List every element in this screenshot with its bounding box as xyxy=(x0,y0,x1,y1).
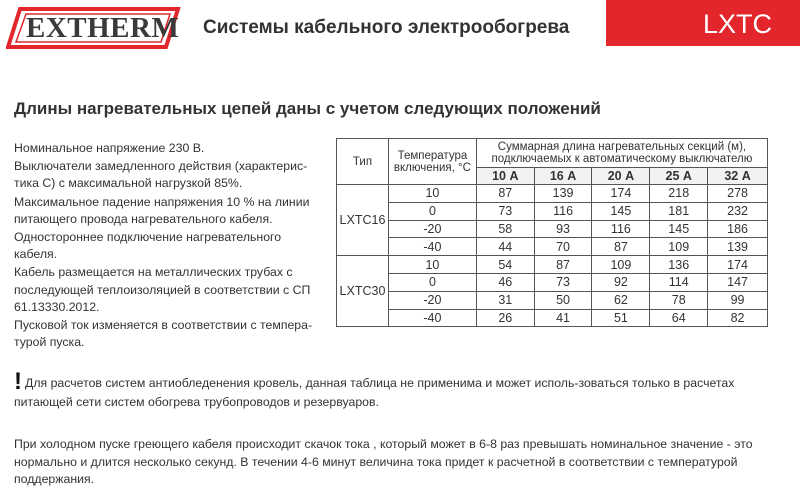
col-temp-header: Температура включения, °С xyxy=(388,139,476,185)
amp-header: 32 А xyxy=(708,168,768,185)
length-value-cell: 278 xyxy=(708,185,768,203)
temperature-cell: 10 xyxy=(388,256,476,274)
temperature-cell: -20 xyxy=(388,291,476,309)
amp-header: 25 А xyxy=(650,168,708,185)
length-value-cell: 136 xyxy=(650,256,708,274)
cable-type-cell: LXTC16 xyxy=(337,185,389,256)
col-sum-header: Суммарная длина нагревательных секций (м), подключаемых к автоматическому выключателю xyxy=(476,139,767,168)
length-value-cell: 50 xyxy=(534,291,592,309)
table-row xyxy=(337,291,768,309)
condition-item: Пусковой ток изменяется в соответствии с темпера-турой пуска. xyxy=(14,318,313,350)
table-row xyxy=(337,238,768,256)
condition-item: Кабель размещается на металлических трубах с последующей теплоизоляцией в соответствии с СП 61.13330.2012. xyxy=(14,265,311,314)
length-value-cell: 109 xyxy=(650,238,708,256)
length-value-cell: 92 xyxy=(592,273,650,291)
table-row xyxy=(337,202,768,220)
temperature-cell: -20 xyxy=(388,220,476,238)
table-row xyxy=(337,256,768,274)
length-value-cell: 139 xyxy=(534,185,592,203)
amp-header: 20 А xyxy=(592,168,650,185)
length-value-cell: 87 xyxy=(534,256,592,274)
length-value-cell: 54 xyxy=(476,256,534,274)
section-title: Длины нагревательных цепей даны с учетом следующих положений xyxy=(14,99,601,118)
footer-note: При холодном пуске греющего кабеля происходит скачок тока , который может в 6-8 раз превышать номинальное значение - это нормально и длится несколько секунд. В течении 4-6 минут величина тока придет к расчетной в соответствии с температурой поддержания. xyxy=(14,437,753,486)
amp-header: 10 А xyxy=(476,168,534,185)
temperature-cell: -40 xyxy=(388,238,476,256)
length-value-cell: 82 xyxy=(708,309,768,327)
amp-header: 16 А xyxy=(534,168,592,185)
col-type-header: Тип xyxy=(337,139,389,185)
length-value-cell: 147 xyxy=(708,273,768,291)
length-value-cell: 78 xyxy=(650,291,708,309)
length-value-cell: 114 xyxy=(650,273,708,291)
length-value-cell: 109 xyxy=(592,256,650,274)
length-value-cell: 174 xyxy=(708,256,768,274)
length-value-cell: 31 xyxy=(476,291,534,309)
length-value-cell: 145 xyxy=(650,220,708,238)
length-value-cell: 186 xyxy=(708,220,768,238)
table-row xyxy=(337,309,768,327)
length-value-cell: 232 xyxy=(708,202,768,220)
length-value-cell: 46 xyxy=(476,273,534,291)
exclamation-icon: ! xyxy=(14,368,22,395)
length-value-cell: 62 xyxy=(592,291,650,309)
length-value-cell: 73 xyxy=(476,202,534,220)
length-value-cell: 174 xyxy=(592,185,650,203)
length-value-cell: 99 xyxy=(708,291,768,309)
length-value-cell: 218 xyxy=(650,185,708,203)
length-value-cell: 41 xyxy=(534,309,592,327)
length-value-cell: 70 xyxy=(534,238,592,256)
header-title: Системы кабельного электрообогрева xyxy=(203,17,570,38)
temperature-cell: 10 xyxy=(388,185,476,203)
length-value-cell: 26 xyxy=(476,309,534,327)
condition-item: Выключатели замедленного действия (характерис-тика С) с максимальной нагрузкой 85%. xyxy=(14,159,308,191)
conditions-list xyxy=(14,140,324,352)
length-value-cell: 44 xyxy=(476,238,534,256)
temperature-cell: -40 xyxy=(388,309,476,327)
length-value-cell: 93 xyxy=(534,220,592,238)
length-value-cell: 87 xyxy=(592,238,650,256)
table-row xyxy=(337,220,768,238)
length-value-cell: 87 xyxy=(476,185,534,203)
length-value-cell: 73 xyxy=(534,273,592,291)
length-table xyxy=(336,138,768,327)
extherm-logo xyxy=(6,6,182,50)
page-header xyxy=(0,0,800,56)
product-badge-label: LXTC xyxy=(702,9,772,39)
table-body xyxy=(337,185,768,327)
length-value-cell: 51 xyxy=(592,309,650,327)
table-row xyxy=(337,185,768,203)
condition-item: Номинальное напряжение 230 В. xyxy=(14,141,205,155)
warning-note xyxy=(14,368,794,412)
length-value-cell: 58 xyxy=(476,220,534,238)
length-value-cell: 116 xyxy=(534,202,592,220)
length-value-cell: 181 xyxy=(650,202,708,220)
length-value-cell: 116 xyxy=(592,220,650,238)
temperature-cell: 0 xyxy=(388,202,476,220)
length-value-cell: 64 xyxy=(650,309,708,327)
warning-text: Для расчетов систем антиобледенения кровель, данная таблица не применима и может исполь-зоваться только в расчетах питающей сети систем обогрева трубопроводов и резервуаров. xyxy=(14,376,735,409)
condition-item: Максимальное падение напряжения 10 % на линии питающего провода нагревательного кабеля. xyxy=(14,194,310,226)
condition-item: Одностороннее подключение нагревательного кабеля. xyxy=(14,230,282,262)
table-row xyxy=(337,273,768,291)
logo-text: EXTHERM xyxy=(26,12,180,44)
length-value-cell: 139 xyxy=(708,238,768,256)
product-badge xyxy=(606,0,800,46)
length-value-cell: 145 xyxy=(592,202,650,220)
cable-type-cell: LXTC30 xyxy=(337,256,389,327)
temperature-cell: 0 xyxy=(388,273,476,291)
